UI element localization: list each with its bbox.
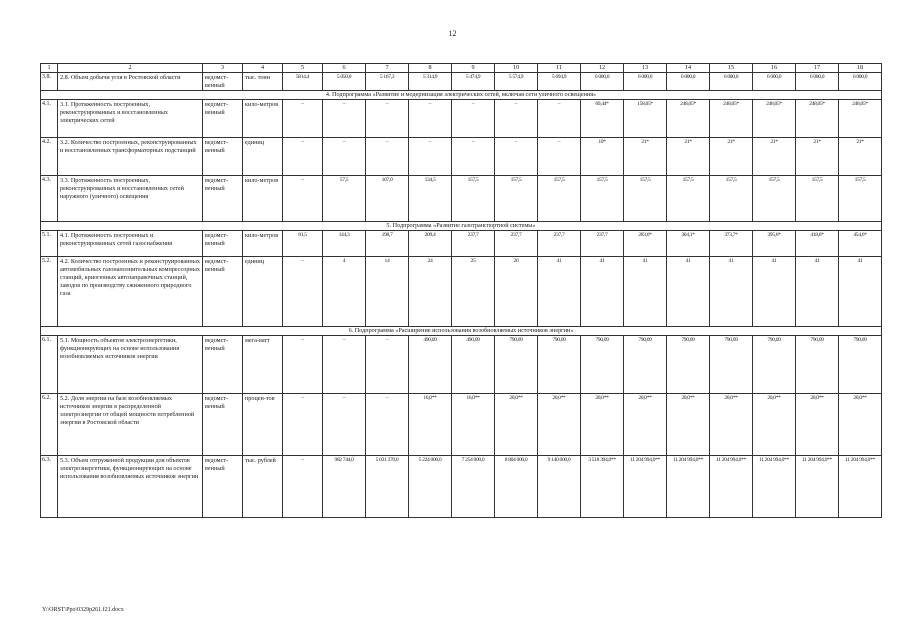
column-number: 11 <box>538 64 581 73</box>
section-row <box>41 91 882 100</box>
section-title: 6. Подпрограмма «Расширение использования возобновляемых источников энергии» <box>41 327 882 336</box>
value-cell: 790,09 <box>710 336 753 394</box>
indicator-name: 4.2. Количество построенных и реконструированных автомобильных газонаполнительных компрессорных станций, криогенных автозаправочных станций, заводов по производству сжиженного природного газа <box>58 257 203 327</box>
value-cell: 248,05* <box>710 100 753 138</box>
column-number: 8 <box>409 64 452 73</box>
unit: кило-метров <box>243 176 283 222</box>
value-cell: – <box>366 336 409 394</box>
indicator-name: 3.2. Количество построенных, реконструированных и восстановленных трансформаторных подстанций <box>58 138 203 176</box>
value-cell: – <box>323 100 366 138</box>
value-cell: 20,0** <box>495 394 538 456</box>
row-code: 5.1. <box>41 231 58 257</box>
table-row <box>41 231 882 257</box>
table-row <box>41 257 882 327</box>
value-cell: 790,09 <box>796 336 839 394</box>
value-cell: 157,5 <box>452 176 495 222</box>
value-cell: – <box>283 100 323 138</box>
value-cell: 41 <box>839 257 882 327</box>
value-cell: 21* <box>796 138 839 176</box>
value-cell: 373,7* <box>710 231 753 257</box>
value-cell: – <box>452 100 495 138</box>
value-cell: 6 000,0 <box>796 73 839 91</box>
indicator-name: 4.1. Протяженность построенных и реконструированных сетей газоснабжения <box>58 231 203 257</box>
value-cell: 6 000,0 <box>710 73 753 91</box>
value-cell: 21* <box>753 138 796 176</box>
value-cell: 283,6* <box>624 231 667 257</box>
value-cell: 157,5 <box>753 176 796 222</box>
table-row <box>41 336 882 394</box>
value-cell: 26 <box>495 257 538 327</box>
indicator-name: 3.1. Протяженность построенных, реконструированных и восстановленных электрических сетей <box>58 100 203 138</box>
value-cell: 20,0** <box>796 394 839 456</box>
value-cell: – <box>366 394 409 456</box>
value-cell: 107,0 <box>366 176 409 222</box>
row-code: 4.1. <box>41 100 58 138</box>
value-cell: – <box>283 176 323 222</box>
value-cell: – <box>323 394 366 456</box>
value-cell: 16,0** <box>452 394 495 456</box>
value-cell: 790,09 <box>753 336 796 394</box>
value-cell: 157,5 <box>538 176 581 222</box>
column-number: 18 <box>839 64 882 73</box>
table-row <box>41 394 882 456</box>
value-cell: 237,7 <box>495 231 538 257</box>
value-cell: 490,09 <box>409 336 452 394</box>
data-source: ведомст-венный <box>203 138 243 176</box>
value-cell: 8 804 000,0 <box>495 456 538 518</box>
value-cell: 5 224 000,0 <box>409 456 452 518</box>
column-number: 10 <box>495 64 538 73</box>
value-cell: 20,0** <box>581 394 624 456</box>
value-cell: 454,6* <box>839 231 882 257</box>
value-cell: – <box>538 138 581 176</box>
row-code: 4.3. <box>41 176 58 222</box>
value-cell: – <box>283 138 323 176</box>
value-cell: – <box>283 336 323 394</box>
value-cell: – <box>495 138 538 176</box>
indicator-name: 5.2. Доля энергии на базе возобновляемых источников энергии в распределенной электроэнергии от общей мощности потребленной энергии в Ростовской области <box>58 394 203 456</box>
value-cell: 11 204 994,0** <box>839 456 882 518</box>
value-cell: 248,05* <box>753 100 796 138</box>
value-cell: 157,5 <box>839 176 882 222</box>
value-cell: – <box>409 100 452 138</box>
column-number: 5 <box>283 64 323 73</box>
value-cell: – <box>409 138 452 176</box>
indicator-name: 5.1. Мощность объектов электроэнергетики, функционирующих на основе использования возобновляемых источников энергии <box>58 336 203 394</box>
column-number: 2 <box>58 64 203 73</box>
data-source: ведомст-венный <box>203 231 243 257</box>
value-cell: 25 <box>452 257 495 327</box>
column-number: 15 <box>710 64 753 73</box>
value-cell: 21* <box>710 138 753 176</box>
value-cell: 158,05* <box>624 100 667 138</box>
value-cell: 6 000,0 <box>667 73 710 91</box>
unit: тыс. рублей <box>243 456 283 518</box>
value-cell: 982 744,0 <box>323 456 366 518</box>
column-number: 1 <box>41 64 58 73</box>
value-cell: 790,09 <box>839 336 882 394</box>
value-cell: 6 000,0 <box>753 73 796 91</box>
value-cell: 157,5 <box>667 176 710 222</box>
unit: единиц <box>243 138 283 176</box>
value-cell: 157,5 <box>710 176 753 222</box>
table-row <box>41 138 882 176</box>
table-row <box>41 73 882 91</box>
value-cell: 11 204 994,0** <box>624 456 667 518</box>
value-cell: 20,0** <box>753 394 796 456</box>
unit: единиц <box>243 257 283 327</box>
unit: тыс. тонн <box>243 73 283 91</box>
value-cell: 20,0** <box>667 394 710 456</box>
value-cell: 157,5 <box>624 176 667 222</box>
value-cell: 69,44* <box>581 100 624 138</box>
section-row <box>41 327 882 336</box>
row-code: 5.2. <box>41 257 58 327</box>
value-cell: 157,5 <box>495 176 538 222</box>
value-cell: 41 <box>624 257 667 327</box>
value-cell: 304,1* <box>667 231 710 257</box>
value-cell: 5 314,9 <box>409 73 452 91</box>
value-cell: 237,7 <box>581 231 624 257</box>
value-cell: 21* <box>839 138 882 176</box>
value-cell: 6 000,0 <box>839 73 882 91</box>
value-cell: – <box>283 456 323 518</box>
data-source: ведомст-венный <box>203 394 243 456</box>
value-cell: 20,0** <box>538 394 581 456</box>
value-cell: – <box>323 138 366 176</box>
row-code: 6.3. <box>41 456 58 518</box>
data-source: ведомст-венный <box>203 73 243 91</box>
value-cell: – <box>366 138 409 176</box>
value-cell: 11 204 994,0** <box>753 456 796 518</box>
row-code: 3.8. <box>41 73 58 91</box>
value-cell: 21* <box>624 138 667 176</box>
value-cell: – <box>538 100 581 138</box>
value-cell: 41 <box>538 257 581 327</box>
value-cell: 14 <box>366 257 409 327</box>
value-cell: 5 167,3 <box>366 73 409 91</box>
value-cell: 5 050,0 <box>323 73 366 91</box>
value-cell: 209,4 <box>409 231 452 257</box>
value-cell: 41 <box>581 257 624 327</box>
value-cell: 20,0** <box>624 394 667 456</box>
column-number: 3 <box>203 64 243 73</box>
data-source: ведомст-венный <box>203 456 243 518</box>
data-source: ведомст-венный <box>203 257 243 327</box>
column-number: 6 <box>323 64 366 73</box>
page-number: 12 <box>448 29 457 38</box>
row-code: 6.2. <box>41 394 58 456</box>
value-cell: 81,5 <box>283 231 323 257</box>
column-number: 17 <box>796 64 839 73</box>
value-cell: 41 <box>753 257 796 327</box>
value-cell: 198,7 <box>366 231 409 257</box>
column-number: 9 <box>452 64 495 73</box>
unit: кило-метров <box>243 231 283 257</box>
value-cell: 790,09 <box>495 336 538 394</box>
column-number: 12 <box>581 64 624 73</box>
value-cell: 144,3 <box>323 231 366 257</box>
value-cell: 16,0** <box>409 394 452 456</box>
section-title: 5. Подпрограмма «Развитие газотранспортной системы» <box>41 222 882 231</box>
data-source: ведомст-венный <box>203 176 243 222</box>
value-cell: 490,09 <box>452 336 495 394</box>
row-code: 6.1. <box>41 336 58 394</box>
value-cell: 11 204 994,0** <box>667 456 710 518</box>
value-cell: 790,09 <box>624 336 667 394</box>
table-row <box>41 176 882 222</box>
value-cell: 134,5 <box>409 176 452 222</box>
value-cell: 157,5 <box>796 176 839 222</box>
value-cell: 57,5 <box>323 176 366 222</box>
value-cell: 157,5 <box>581 176 624 222</box>
column-number-row <box>41 64 882 73</box>
value-cell: 5 474,9 <box>452 73 495 91</box>
value-cell: 3 518 394,0** <box>581 456 624 518</box>
value-cell: 4 <box>323 257 366 327</box>
value-cell: 11 204 994,0** <box>796 456 839 518</box>
value-cell: 9 140 000,0 <box>538 456 581 518</box>
column-number: 14 <box>667 64 710 73</box>
indicators-table <box>40 63 882 518</box>
value-cell: 41 <box>667 257 710 327</box>
file-path-footer: Y:\ORST\Ppo\0329p261.f21.docx <box>42 607 124 613</box>
value-cell: 5814,4 <box>283 73 323 91</box>
value-cell: 237,7 <box>452 231 495 257</box>
data-source: ведомст-венный <box>203 100 243 138</box>
value-cell: 41 <box>796 257 839 327</box>
value-cell: 21* <box>667 138 710 176</box>
value-cell: 418,6* <box>796 231 839 257</box>
value-cell: – <box>283 394 323 456</box>
unit: мега-ватт <box>243 336 283 394</box>
value-cell: 20,0** <box>839 394 882 456</box>
column-number: 4 <box>243 64 283 73</box>
section-title: 4. Подпрограмма «Развитие и модернизация электрических сетей, включая сети уличного освещения» <box>41 91 882 100</box>
value-cell: 5 574,9 <box>495 73 538 91</box>
value-cell: 20,0** <box>710 394 753 456</box>
value-cell: 248,05* <box>667 100 710 138</box>
value-cell: 395,6* <box>753 231 796 257</box>
table-row <box>41 456 882 518</box>
value-cell: 248,05* <box>796 100 839 138</box>
value-cell: – <box>366 100 409 138</box>
value-cell: 6 000,0 <box>581 73 624 91</box>
value-cell: 5 031 270,0 <box>366 456 409 518</box>
value-cell: – <box>495 100 538 138</box>
value-cell: – <box>452 138 495 176</box>
column-number: 16 <box>753 64 796 73</box>
column-number: 13 <box>624 64 667 73</box>
row-code: 4.2. <box>41 138 58 176</box>
value-cell: 790,09 <box>538 336 581 394</box>
value-cell: – <box>283 257 323 327</box>
value-cell: – <box>323 336 366 394</box>
unit: кило-метров <box>243 100 283 138</box>
table-row <box>41 100 882 138</box>
value-cell: 5 694,9 <box>538 73 581 91</box>
value-cell: 24 <box>409 257 452 327</box>
value-cell: 237,7 <box>538 231 581 257</box>
value-cell: 7 254 000,0 <box>452 456 495 518</box>
value-cell: 790,09 <box>667 336 710 394</box>
value-cell: 41 <box>710 257 753 327</box>
indicator-name: 2.8. Объем добычи угля в Ростовской области <box>58 73 203 91</box>
value-cell: 790,09 <box>581 336 624 394</box>
value-cell: 11 204 994,0** <box>710 456 753 518</box>
unit: процен-тов <box>243 394 283 456</box>
indicator-name: 3.3. Протяженность построенных, реконструированных и восстановленных сетей наружного (уличного) освещения <box>58 176 203 222</box>
value-cell: 248,05* <box>839 100 882 138</box>
value-cell: 6 000,0 <box>624 73 667 91</box>
section-row <box>41 222 882 231</box>
column-number: 7 <box>366 64 409 73</box>
indicator-name: 5.3. Объем отгруженной продукции для объектов электроэнергетики, функционирующих на основе использования возобновляемых источников энергии <box>58 456 203 518</box>
data-source: ведомст-венный <box>203 336 243 394</box>
value-cell: 10* <box>581 138 624 176</box>
